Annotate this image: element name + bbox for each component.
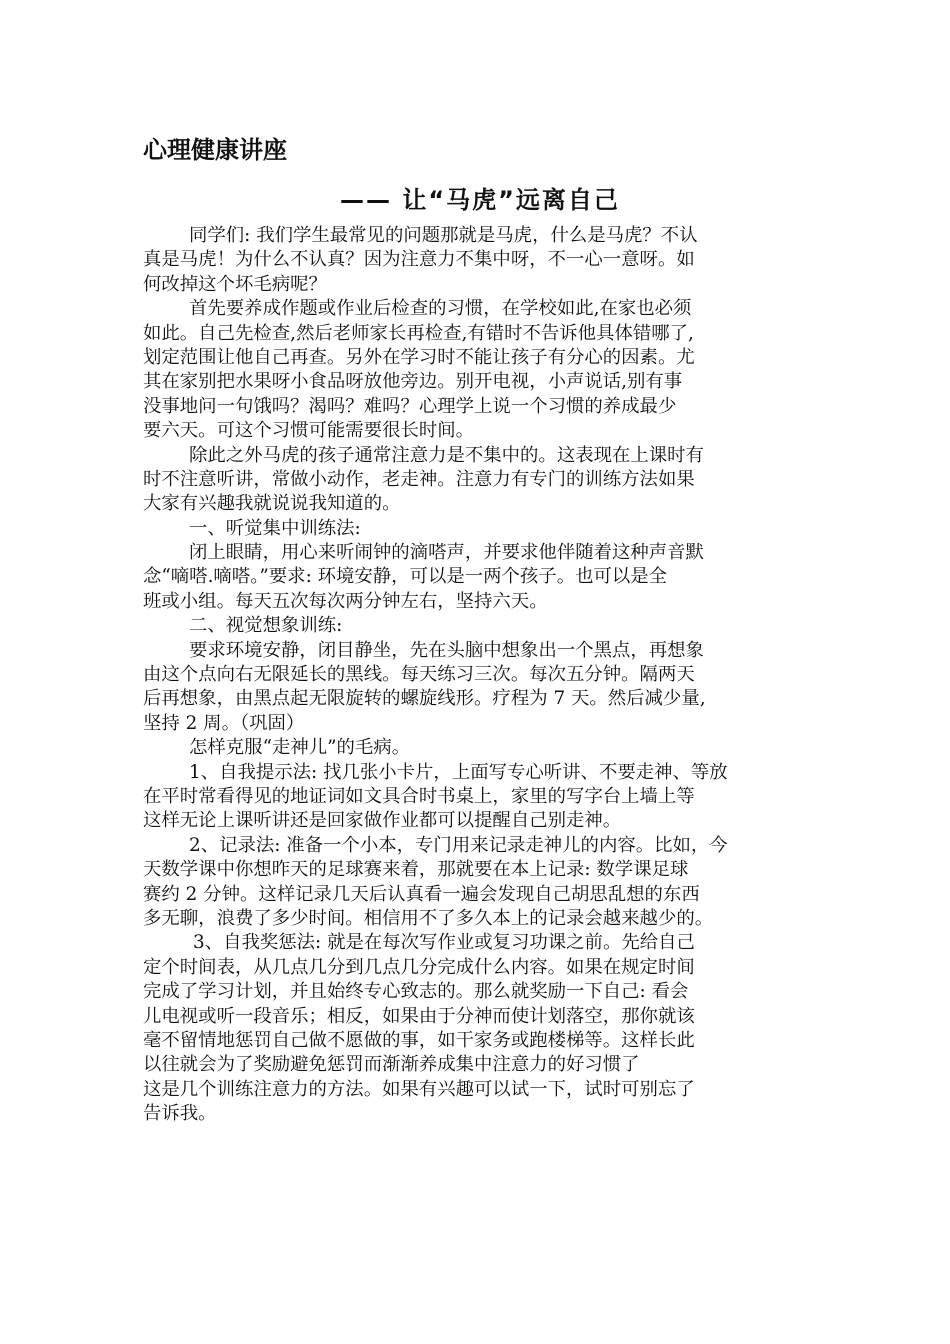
text-line: 告诉我。: [143, 1103, 217, 1125]
text-line: 以往就会为了奖励避免惩罚而渐渐养成集中注意力的好习惯了: [143, 1054, 640, 1076]
text-line: 毫不留情地惩罚自己做不愿做的事，如干家务或跑楼梯等。这样长此: [143, 1029, 695, 1051]
text-line: 大家有兴趣我就说说我知道的。: [143, 493, 401, 515]
text-line: 完成了学习计划，并且始终专心致志的。那么就奖励一下自己: 看会: [143, 981, 689, 1003]
text-line: 没事地问一句饿吗？渴吗？难吗？心理学上说一个习惯的养成最少: [143, 395, 677, 417]
text-line: 同学们: 我们学生最常见的问题那就是马虎，什么是马虎？不认: [189, 225, 698, 246]
section-heading: 怎样克服“走神儿”的毛病。: [189, 737, 411, 759]
document-body: [143, 224, 808, 1126]
text-line: 2、记录法: 准备一个小本，专门用来记录走神儿的内容。比如，今: [189, 834, 728, 856]
text-line: 定个时间表，从几点几分到几点几分完成什么内容。如果在规定时间: [143, 956, 695, 978]
text-line: 要求环境安静，闭目静坐，先在头脑中想象出一个黑点，再想象: [189, 639, 704, 661]
text-line: 3、自我奖惩法: 就是在每次写作业或复习功课之前。先给自己: [193, 932, 695, 954]
text-line: 班或小组。每天五次每次两分钟左右，坚持六天。: [143, 590, 548, 612]
document-title: 心理健康讲座: [143, 136, 287, 164]
text-line: 赛约 2 分钟。这样记录几天后认真看一遍会发现自己胡思乱想的东西: [143, 883, 700, 905]
text-line: 首先要养成作题或作业后检查的习惯，在学校如此,在家也必须: [189, 298, 692, 320]
text-line: 这是几个训练注意力的方法。如果有兴趣可以试一下，试时可别忘了: [143, 1078, 695, 1100]
document-subtitle: —— 让“马虎”远离自己: [340, 186, 620, 214]
text-line: 1、自我提示法: 找几张小卡片，上面写专心听讲、不要走神、等放: [189, 761, 728, 783]
text-line: 除此之外马虎的孩子通常注意力是不集中的。这表现在上课时有: [189, 444, 704, 466]
text-line: 要六天。可这个习惯可能需要很长时间。: [143, 420, 475, 442]
text-line: 后再想象，由黑点起无限旋转的螺旋线形。疗程为 7 天。然后减少量,: [143, 688, 706, 710]
text-line: 时不注意听讲，常做小动作，老走神。注意力有专门的训练方法如果: [143, 468, 695, 490]
text-line: 由这个点向右无限延长的黑线。每天练习三次。每次五分钟。隔两天: [143, 664, 695, 686]
text-line: 在平时常看得见的地证词如文具合时书桌上，家里的写字台上墙上等: [143, 785, 695, 807]
text-line: 闭上眼睛，用心来听闹钟的滴嗒声，并要求他伴随着这种声音默: [189, 542, 704, 564]
text-line: 真是马虎！为什么不认真？因为注意力不集中呀，不一心一意呀。如: [143, 249, 695, 271]
text-line: 儿电视或听一段音乐；相反，如果由于分神而使计划落空，那你就该: [143, 1005, 695, 1027]
section-heading: 二、视觉想象训练:: [189, 615, 343, 637]
text-line: 念“嘀嗒.嘀嗒。”要求: 环境安静，可以是一两个孩子。也可以是全: [143, 566, 668, 588]
section-heading: 一、听觉集中训练法:: [189, 517, 361, 539]
text-line: 划定范围让他自己再查。另外在学习时不能让孩子有分心的因素。尤: [143, 346, 695, 368]
text-line: 其在家别把水果呀小食品呀放他旁边。别开电视，小声说话,别有事: [143, 371, 683, 393]
text-line: 这样无论上课听讲还是回家做作业都可以提醒自己别走神。: [143, 810, 622, 832]
text-line: 如此。自己先检查,然后老师家长再检查,有错时不告诉他具体错哪了,: [143, 322, 694, 344]
text-line: 天数学课中你想昨天的足球赛来着，那就要在本上记录: 数学课足球: [143, 859, 689, 881]
text-line: 坚持 2 周。（巩固）: [143, 712, 305, 734]
text-line: 多无聊，浪费了多少时间。相信用不了多久本上的记录会越来越少的。: [143, 907, 714, 929]
text-line: 何改掉这个坏毛病呢？: [143, 273, 327, 295]
